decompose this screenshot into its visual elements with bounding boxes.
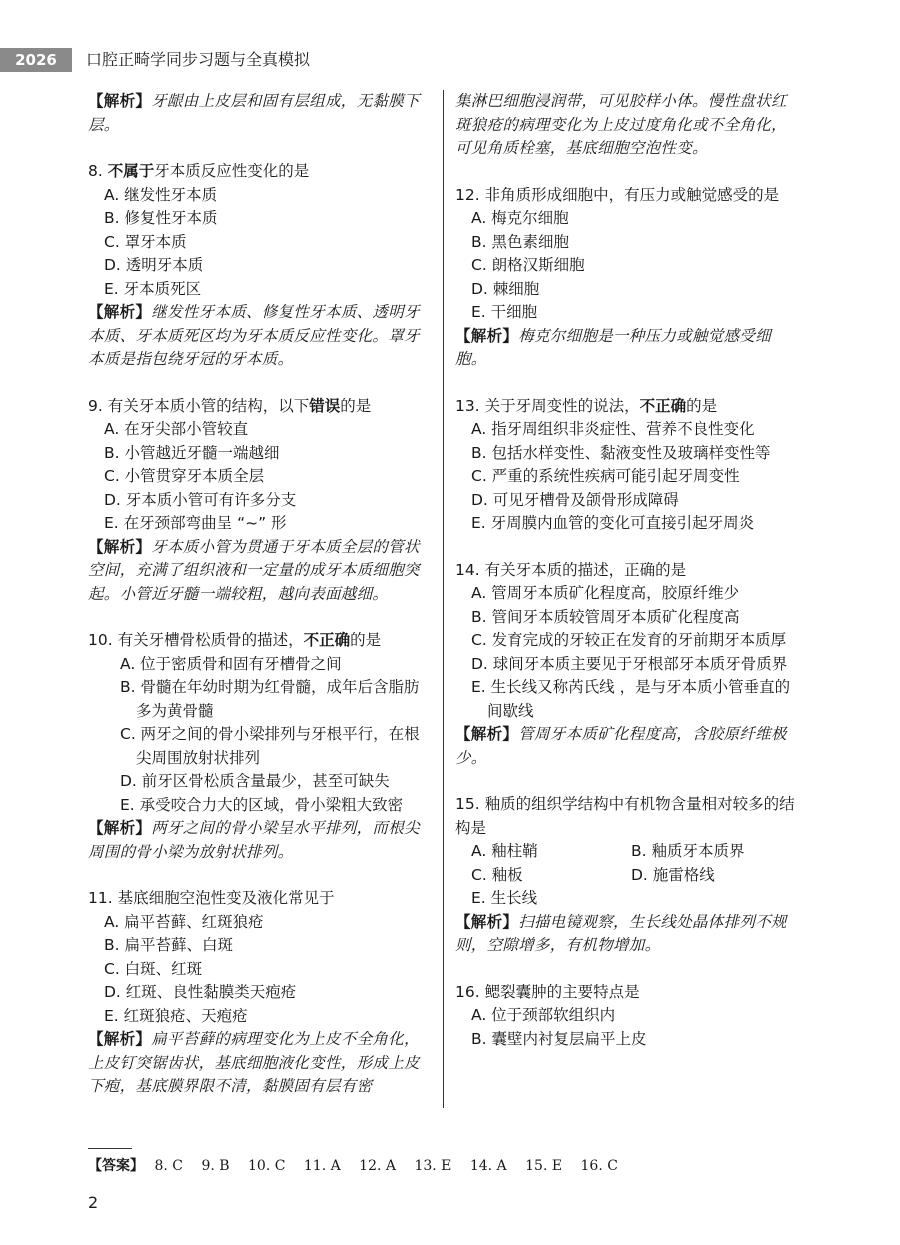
option: A. 继发性牙本质: [104, 185, 218, 204]
explanation: 【解析】梅克尔细胞是一种压力或触觉感受细胞。: [455, 326, 772, 368]
option: C. 朗格汉斯细胞: [471, 256, 585, 274]
answer-key-label: 【答案】: [88, 1158, 144, 1174]
right-column: [455, 90, 800, 1051]
year-badge: 2026: [0, 48, 72, 72]
option: B. 扁平苔藓、白斑: [104, 936, 233, 954]
column-divider: [443, 90, 444, 1108]
question-stem: 11. 基底细胞空泡性变及液化常见于: [88, 889, 335, 907]
question-stem: 15. 釉质的组织学结构中有机物含量相对较多的结构是: [455, 795, 795, 837]
question-16: [455, 981, 800, 1052]
option: A. 管周牙本质矿化程度高，胶原纤维少: [471, 584, 740, 602]
option: B. 骨髓在年幼时期为红骨髓，成年后含脂肪多为黄骨髓: [120, 678, 420, 720]
option: B. 黑色素细胞: [471, 232, 569, 251]
answer-item: 8. C: [154, 1158, 183, 1174]
option: A. 位于颈部软组织内: [471, 1006, 616, 1024]
explanation: 【解析】扁平苔藓的病理变化为上皮不全角化，上皮钉突锯齿状，基底细胞液化变性，形成上皮下疱，基底膜界限不清，黏膜固有层有密: [88, 1030, 420, 1095]
option: E. 承受咬合力大的区域，骨小梁粗大致密: [120, 795, 404, 814]
option: E. 生长线: [471, 889, 538, 907]
option: B. 釉质牙本质界: [631, 842, 745, 860]
option: B. 管间牙本质较管周牙本质矿化程度高: [471, 607, 740, 626]
option: D. 施雷格线: [631, 865, 715, 884]
answer-key: [88, 1156, 632, 1176]
option: D. 球间牙本质主要见于牙根部牙本质牙骨质界: [471, 654, 788, 673]
question-8: [88, 160, 433, 372]
page-header: [0, 48, 900, 72]
question-stem: 16. 鳃裂囊肿的主要特点是: [455, 982, 640, 1001]
question-12: [455, 184, 800, 372]
left-column: [88, 90, 433, 1099]
option: C. 釉板: [471, 865, 523, 884]
option: A. 扁平苔藓、红斑狼疮: [104, 912, 264, 931]
option: E. 红斑狼疮、天疱疮: [104, 1006, 248, 1025]
question-15: [455, 793, 800, 958]
question-stem: 9. 有关牙本质小管的结构，以下错误的是: [88, 396, 372, 415]
answer-item: 15. E: [525, 1158, 563, 1174]
option: D. 红斑、良性黏膜类天疱疮: [104, 983, 297, 1001]
question-stem: 10. 有关牙槽骨松质骨的描述，不正确的是: [88, 631, 382, 649]
option: E. 生长线又称芮氏线 ，是与牙本质小管垂直的间歇线: [471, 678, 791, 720]
answer-item: 11. A: [303, 1158, 341, 1174]
option-row: [455, 864, 800, 888]
option: A. 在牙尖部小管较直: [104, 420, 249, 438]
option: E. 干细胞: [471, 303, 538, 321]
answer-item: 12. A: [359, 1158, 396, 1174]
question-9: [88, 395, 433, 607]
option: D. 棘细胞: [471, 279, 540, 298]
option: D. 牙本质小管可有许多分支: [104, 490, 297, 509]
option: A. 釉柱鞘: [471, 842, 538, 860]
answer-item: 10. C: [248, 1158, 286, 1174]
question-11: [88, 887, 433, 1099]
question-stem: 8. 不属于牙本质反应性变化的是: [88, 162, 310, 180]
page-number: 2: [88, 1193, 99, 1212]
option: C. 小管贯穿牙本质全层: [104, 467, 265, 485]
option: D. 前牙区骨松质含量最少，甚至可缺失: [120, 772, 390, 790]
option: E. 牙周膜内血管的变化可直接引起牙周炎: [471, 514, 755, 532]
option-row: [455, 840, 800, 864]
option: A. 指牙周组织非炎症性、营养不良性变化: [471, 420, 755, 438]
option: C. 严重的系统性疾病可能引起牙周变性: [471, 467, 740, 485]
option: C. 白斑、红斑: [104, 959, 203, 978]
option: A. 位于密质骨和固有牙槽骨之间: [120, 654, 342, 673]
explanation: 【解析】管周牙本质矿化程度高，含胶原纤维极少。: [455, 725, 787, 767]
option: B. 囊壁内衬复层扁平上皮: [471, 1029, 647, 1048]
option: B. 小管越近牙髓一端越细: [104, 443, 280, 462]
question-13: [455, 395, 800, 536]
question-stem: 13. 关于牙周变性的说法，不正确的是: [455, 396, 718, 415]
option: B. 包括水样变性、黏液变性及玻璃样变性等: [471, 443, 771, 462]
book-title: 口腔正畸学同步习题与全真模拟: [86, 50, 311, 69]
answers-rule: [88, 1148, 132, 1149]
explanation: 【解析】扫描电镜观察，生长线处晶体排列不规则，空隙增多，有机物增加。: [455, 912, 787, 954]
option: D. 透明牙本质: [104, 256, 204, 274]
option: A. 梅克尔细胞: [471, 209, 569, 227]
explanation: 【解析】继发性牙本质、修复性牙本质、透明牙本质、牙本质死区均为牙本质反应性变化。罩牙本质是指包绕牙冠的牙本质。: [88, 303, 420, 368]
question-stem: 12. 非角质形成细胞中，有压力或触觉感受的是: [455, 185, 780, 204]
answer-item: 14. A: [469, 1158, 507, 1174]
answer-item: 16. C: [580, 1158, 618, 1174]
question-10: [88, 629, 433, 864]
option: C. 两牙之间的骨小梁排列与牙根平行，在根尖周围放射状排列: [120, 725, 420, 767]
option: B. 修复性牙本质: [104, 209, 218, 227]
option: E. 在牙颈部弯曲呈 “~” 形: [104, 514, 287, 532]
explanation: 【解析】牙本质小管为贯通于牙本质全层的管状空间，充满了组织液和一定量的成牙本质细胞突起。小管近牙髓一端较粗，越向表面越细。: [88, 537, 420, 603]
question-14: [455, 559, 800, 771]
answer-item: 13. E: [414, 1158, 452, 1174]
answer-item: 9. B: [201, 1158, 230, 1174]
option: E. 牙本质死区: [104, 279, 202, 298]
option: C. 发育完成的牙较正在发育的牙前期牙本质厚: [471, 631, 787, 649]
explanation: 【解析】两牙之间的骨小梁呈水平排列，而根尖周围的骨小梁为放射状排列。: [88, 819, 420, 861]
explanation: 【解析】牙龈由上皮层和固有层组成，无黏膜下层。: [88, 92, 420, 134]
option: D. 可见牙槽骨及颌骨形成障碍: [471, 490, 679, 509]
question-stem: 14. 有关牙本质的描述，正确的是: [455, 560, 687, 579]
option: C. 罩牙本质: [104, 232, 187, 251]
explanation-continued: 集淋巴细胞浸润带，可见胶样小体。慢性盘状红斑狼疮的病理变化为上皮过度角化或不全角化，可见角质栓塞，基底细胞空泡性变。: [455, 92, 787, 157]
